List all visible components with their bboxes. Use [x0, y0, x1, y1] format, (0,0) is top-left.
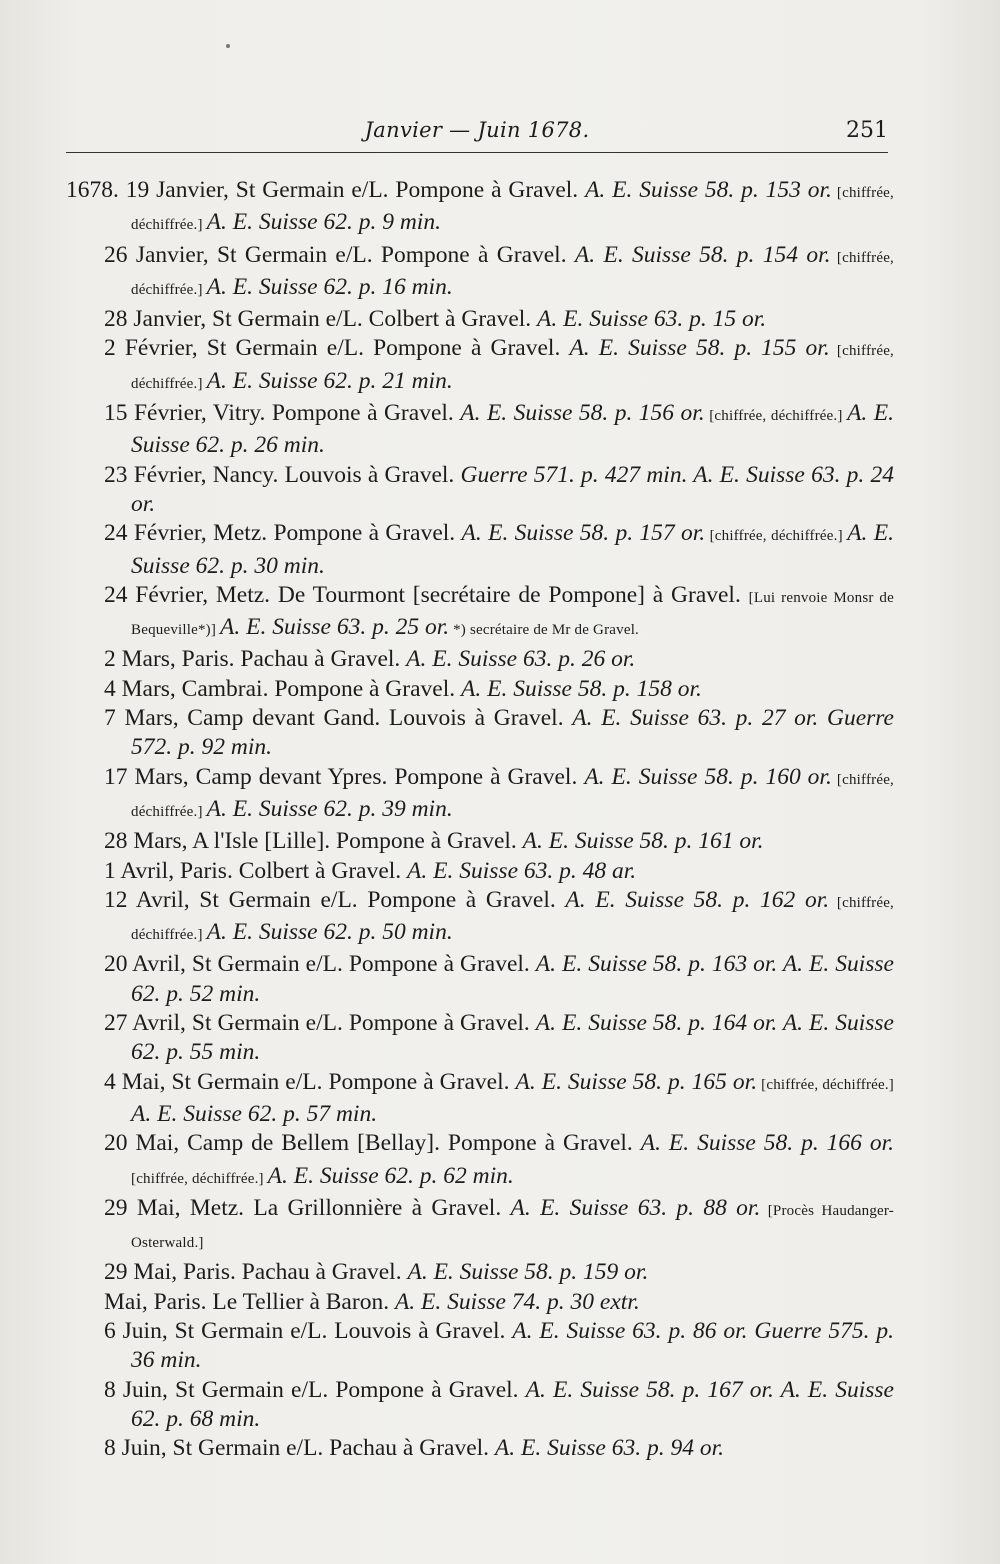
- archive-reference: A. E. Suisse 62. p. 39 min.: [206, 795, 453, 822]
- archive-reference: A. E. Suisse 62. p. 50 min.: [206, 919, 453, 946]
- letter-entry: [104, 645, 894, 674]
- letter-entry: [104, 886, 894, 951]
- letter-entry: [104, 1434, 894, 1463]
- archive-reference: A. E. Suisse 58. p. 154 or.: [574, 241, 831, 268]
- entry-text: 28 Janvier, St Germain e/L. Colbert à Gravel.: [104, 306, 538, 333]
- archive-reference: A. E. Suisse 62. p. 21 min.: [206, 367, 453, 394]
- archive-reference: A. E. Suisse 58. p. 153 or.: [585, 177, 832, 203]
- editorial-note: [chiffrée, déchiffrée.]: [131, 894, 894, 944]
- letter-entry: [104, 334, 894, 399]
- archive-reference: A. E. Suisse 58. p. 163 or. A. E. Suisse 62. p. 52 min.: [131, 951, 894, 1007]
- letter-entry: [104, 581, 894, 646]
- editorial-note: *) secrétaire de Mr de Gravel.: [449, 622, 640, 639]
- letter-entry: [104, 1194, 894, 1259]
- entry-text: 26 Janvier, St Germain e/L. Pompone à Gravel.: [104, 241, 575, 268]
- archive-reference: A. E. Suisse 58. p. 156 or.: [460, 400, 705, 427]
- letter-entry: [66, 176, 894, 241]
- entry-text: 4 Mai, St Germain e/L. Pompone à Gravel.: [104, 1068, 516, 1095]
- archive-reference: A. E. Suisse 63. p. 26 or.: [406, 646, 636, 673]
- entry-text: 20 Avril, St Germain e/L. Pompone à Gravel.: [104, 951, 536, 978]
- archive-reference: Guerre 571. p. 427 min. A. E. Suisse 63. p. 24 or.: [131, 461, 894, 517]
- letter-entry: [104, 1258, 894, 1287]
- archive-reference: A. E. Suisse 63. p. 88 or.: [510, 1194, 761, 1221]
- archive-reference: A. E. Suisse 63. p. 25 or.: [220, 614, 450, 641]
- entry-text: 1 Avril, Paris. Colbert à Gravel.: [104, 857, 408, 884]
- editorial-note: [Lui renvoie Monsr de Bequeville*)]: [131, 589, 894, 639]
- entry-text: 7 Mars, Camp devant Gand. Louvois à Gravel.: [104, 705, 573, 732]
- entry-text: 15 Février, Vitry. Pompone à Gravel.: [104, 400, 461, 427]
- editorial-note: [chiffrée, déchiffrée.]: [131, 343, 895, 392]
- letter-entry: [104, 461, 894, 520]
- archive-reference: A. E. Suisse 58. p. 161 or.: [522, 828, 764, 855]
- letter-list: [66, 176, 895, 1463]
- archive-reference: A. E. Suisse 63. p. 27 or. Guerre 572. p. 92 min.: [131, 705, 894, 761]
- letter-entry: [104, 1317, 894, 1376]
- archive-reference: A. E. Suisse 58. p. 162 or.: [565, 886, 830, 913]
- letter-entry: [104, 675, 894, 704]
- archive-reference: A. E. Suisse 58. p. 159 or.: [407, 1259, 649, 1286]
- editorial-note: [chiffrée, déchiffrée.]: [131, 249, 894, 298]
- letter-entry: [104, 1376, 894, 1435]
- entry-text: 20 Mai, Camp de Bellem [Bellay]. Pompone à Gravel.: [104, 1130, 641, 1157]
- archive-reference: A. E. Suisse 62. p. 9 min.: [206, 209, 441, 236]
- running-title: Janvier — Juin 1678.: [364, 118, 590, 142]
- entry-text: 17 Mars, Camp devant Ypres. Pompone à Gravel.: [104, 763, 585, 790]
- entry-text: 29 Mai, Metz. La Grillonnière à Gravel.: [104, 1194, 511, 1221]
- letter-entry: [104, 1009, 894, 1068]
- page-header: [66, 112, 888, 153]
- editorial-note: [chiffrée, déchiffrée.]: [705, 528, 848, 545]
- letter-entry: [104, 704, 894, 763]
- letter-entry: [104, 241, 894, 306]
- entry-text: 8 Juin, St Germain e/L. Pachau à Gravel.: [104, 1435, 495, 1462]
- archive-reference: A. E. Suisse 63. p. 15 or.: [537, 306, 767, 333]
- letter-entry: [104, 399, 894, 461]
- ink-dot: [226, 44, 230, 48]
- entry-text: 27 Avril, St Germain e/L. Pompone à Gravel.: [104, 1010, 536, 1037]
- entry-text: Mai, Paris. Le Tellier à Baron.: [104, 1288, 395, 1315]
- editorial-note: [chiffrée, déchiffrée.]: [131, 1170, 268, 1187]
- letter-entry: [104, 1129, 894, 1194]
- entry-text: 23 Février, Nancy. Louvois à Gravel.: [104, 461, 461, 488]
- archive-reference: A. E. Suisse 63. p. 48 ar.: [407, 857, 637, 884]
- letter-entry: [104, 305, 894, 334]
- entry-text: 6 Juin, St Germain e/L. Louvois à Gravel.: [104, 1317, 513, 1344]
- entry-text: 28 Mars, A l'Isle [Lille]. Pompone à Gravel.: [104, 828, 523, 855]
- entry-text: 1678. 19 Janvier, St Germain e/L. Pompone à Gravel.: [66, 177, 586, 203]
- archive-reference: A. E. Suisse 62. p. 62 min.: [267, 1162, 514, 1189]
- letter-entry: [104, 950, 894, 1009]
- letter-entry: [104, 827, 894, 856]
- archive-reference: A. E. Suisse 74. p. 30 extr.: [394, 1288, 640, 1315]
- archive-reference: A. E. Suisse 58. p. 158 or.: [461, 675, 702, 702]
- letter-entry: [104, 1068, 894, 1130]
- editorial-note: [Procès Haudanger-Osterwald.]: [131, 1202, 895, 1252]
- archive-reference: A. E. Suisse 58. p. 167 or. A. E. Suisse 62. p. 68 min.: [131, 1376, 894, 1432]
- entry-text: 2 Février, St Germain e/L. Pompone à Gravel.: [104, 335, 570, 362]
- entry-text: 24 Février, Metz. Pompone à Gravel.: [104, 520, 462, 547]
- archive-reference: A. E. Suisse 58. p. 160 or.: [584, 763, 832, 790]
- editorial-note: [chiffrée, déchiffrée.]: [131, 185, 894, 234]
- archive-reference: A. E. Suisse 62. p. 57 min.: [131, 1100, 378, 1127]
- entry-text: 8 Juin, St Germain e/L. Pompone à Gravel.: [104, 1376, 526, 1403]
- entry-text: 29 Mai, Paris. Pachau à Gravel.: [104, 1259, 408, 1286]
- editorial-note: [chiffrée, déchiffrée.]: [704, 408, 848, 425]
- archive-reference: A. E. Suisse 58. p. 166 or.: [640, 1130, 894, 1157]
- entry-text: 4 Mars, Cambrai. Pompone à Gravel.: [104, 675, 461, 702]
- archive-reference: A. E. Suisse 62. p. 30 min.: [131, 520, 895, 579]
- entry-text: 12 Avril, St Germain e/L. Pompone à Gravel.: [104, 886, 566, 913]
- letter-entry: [104, 857, 894, 886]
- archive-reference: A. E. Suisse 58. p. 165 or.: [515, 1068, 758, 1095]
- letter-entry: [104, 763, 894, 828]
- archive-reference: A. E. Suisse 62. p. 16 min.: [206, 273, 453, 300]
- archive-reference: A. E. Suisse 58. p. 157 or.: [461, 520, 706, 547]
- archive-reference: A. E. Suisse 58. p. 164 or. A. E. Suisse 62. p. 55 min.: [131, 1010, 894, 1066]
- archive-reference: A. E. Suisse 63. p. 86 or. Guerre 575. p. 36 min.: [131, 1317, 894, 1374]
- letter-entry: [104, 519, 894, 581]
- archive-reference: A. E. Suisse 58. p. 155 or.: [569, 335, 830, 362]
- editorial-note: [chiffrée, déchiffrée.]: [131, 771, 895, 820]
- archive-reference: A. E. Suisse 62. p. 26 min.: [131, 400, 895, 459]
- page-number: 251: [846, 118, 888, 143]
- editorial-note: [chiffrée, déchiffrée.]: [757, 1076, 894, 1093]
- archive-reference: A. E. Suisse 63. p. 94 or.: [494, 1435, 725, 1462]
- letter-entry: [104, 1288, 894, 1317]
- entry-text: 24 Février, Metz. De Tourmont [secrétaire de Pompone] à Gravel.: [104, 581, 749, 608]
- entry-text: 2 Mars, Paris. Pachau à Gravel.: [104, 646, 407, 673]
